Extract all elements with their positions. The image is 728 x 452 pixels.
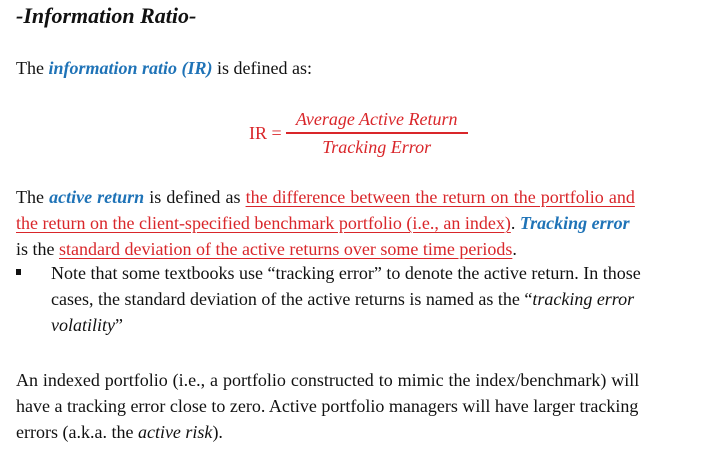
text-run: .: [510, 213, 520, 233]
term-information-ratio: information ratio (IR): [48, 58, 213, 78]
indexed-portfolio-paragraph: [16, 367, 708, 445]
italic-run: active risk: [137, 422, 213, 442]
italic-run: tracking error: [532, 289, 635, 309]
definition-active-return: the difference between the return on the portfolio and: [245, 187, 635, 207]
paragraph-line: [16, 419, 708, 445]
bullet-line: Note that some textbooks use “tracking error” to denote the active return. In those: [51, 263, 641, 283]
definition-active-return-cont: the return on the client-specified benchmark portfolio (i.e., an index): [16, 213, 511, 233]
definition-tracking-error: standard deviation of the active returns over some time periods: [59, 239, 513, 259]
text-run: The: [16, 187, 50, 207]
text-run: ”: [114, 315, 123, 335]
paragraph-line: An indexed portfolio (i.e., a portfolio constructed to mimic the index/benchmark) will: [16, 370, 640, 390]
text-run: is the: [16, 239, 59, 259]
intro-sentence: [16, 55, 312, 81]
text-run: cases, the standard deviation of the active returns is named as the “: [51, 289, 533, 309]
formula-numerator: Average Active Return: [295, 109, 458, 129]
ir-formula: [249, 107, 468, 160]
text-run: .: [512, 239, 517, 259]
active-return-paragraph: [16, 184, 708, 262]
intro-text-after: is defined as:: [212, 58, 312, 78]
section-heading: -Information Ratio-: [16, 3, 197, 28]
bullet-square-icon: [16, 269, 21, 275]
term-tracking-error: Tracking error: [519, 213, 630, 233]
bullet-line: [51, 286, 708, 312]
paragraph-line: have a tracking error close to zero. Active portfolio managers will have larger tracking: [16, 396, 639, 416]
paragraph-line: [16, 184, 708, 210]
formula-denominator: Tracking Error: [322, 136, 432, 157]
paragraph-line: [16, 210, 708, 236]
intro-text-before: The: [16, 58, 49, 78]
formula-lhs: IR =: [249, 123, 282, 144]
bullet-text: [51, 260, 708, 338]
bullet-line: [51, 312, 708, 338]
term-active-return: active return: [49, 187, 145, 207]
text-run: is defined as: [144, 187, 246, 207]
formula-fraction: [286, 107, 468, 160]
text-run: ).: [212, 422, 223, 442]
paragraph-line: [16, 236, 708, 262]
italic-run: volatility: [51, 315, 115, 335]
text-run: errors (a.k.a. the: [16, 422, 138, 442]
